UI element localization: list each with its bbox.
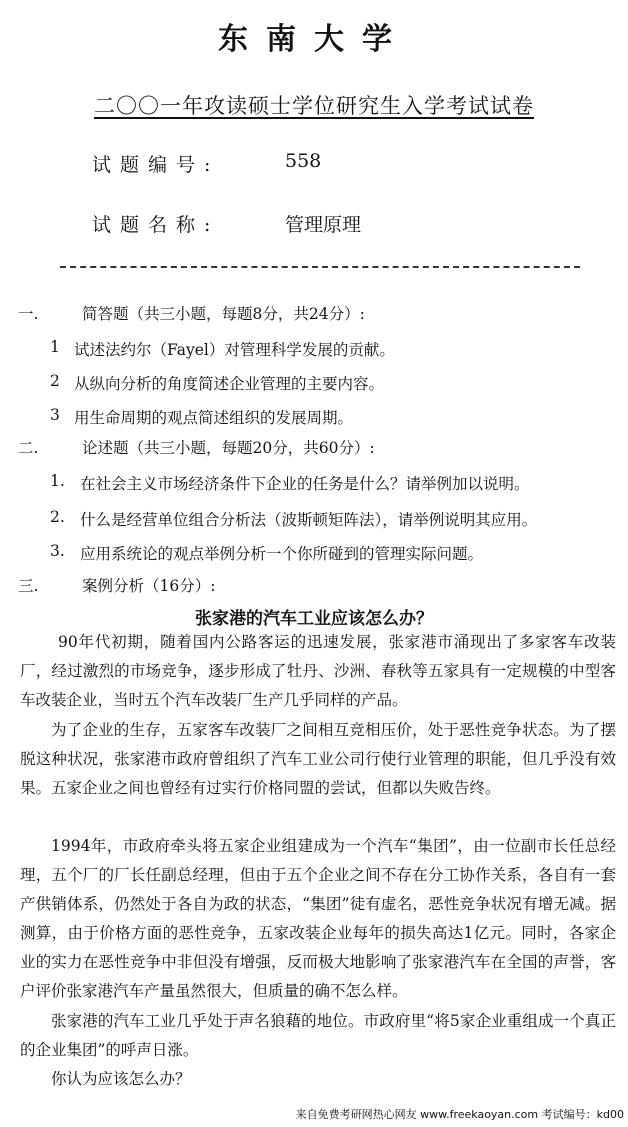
case-title: 张家港的汽车工业应该怎么办？ bbox=[195, 609, 433, 629]
exam-name-label: 试题名称: bbox=[92, 214, 220, 236]
question-number: 2 bbox=[50, 372, 60, 390]
exam-title bbox=[0, 90, 628, 120]
question-number: 3 bbox=[50, 406, 60, 424]
case-paragraph: 90年代初期，随着国内公路客运的迅速发展，张家港市涌现出了多家客车改装厂，经过激烈的市场竞争，逐步形成了牡丹、沙洲、春秋等五家具有一定规模的中型客车改装企业，当时五个汽车改装厂生产几乎同样的产品。 bbox=[20, 633, 616, 709]
exam-name-value: 管理原理 bbox=[285, 214, 362, 236]
section-number: 二. bbox=[18, 439, 39, 457]
section-title: 案例分析（16分）: bbox=[82, 577, 216, 595]
case-paragraph: 张家港的汽车工业几乎处于声名狼藉的地位。市政府里“将5家企业重组成一个真正的企业集团”的呼声日涨。 bbox=[20, 1012, 616, 1059]
section-number: 三. bbox=[18, 577, 39, 595]
footer-source: 来自免费考研网热心网友 www.freekaoyan.com bbox=[295, 1108, 539, 1121]
case-paragraph: 你认为应该怎么办？ bbox=[51, 1070, 191, 1088]
section-title: 简答题（共三小题，每题8分，共24分）: bbox=[82, 305, 365, 323]
question-text: 什么是经营单位组合分析法（波斯顿矩阵法），请举例说明其应用。 bbox=[80, 511, 538, 529]
footer bbox=[296, 1106, 624, 1122]
question-text: 在社会主义市场经济条件下企业的任务是什么？请举例加以说明。 bbox=[80, 475, 530, 493]
question-text: 用生命周期的观点简述组织的发展周期。 bbox=[74, 409, 354, 427]
university-name: 东南大学 bbox=[218, 22, 410, 57]
exam-code-value: 558 bbox=[285, 150, 322, 172]
case-paragraph: 为了企业的生存，五家客车改装厂之间相互竞相压价，处于恶性竞争状态。为了摆脱这种状况，张家港市政府曾组织了汽车工业公司行使行业管理的职能，但几乎没有效果。五家企业之间也曾经有过实行价格同盟的尝试，但都以失败告终。 bbox=[20, 721, 616, 797]
exam-title-text: 二〇〇一年攻读硕士学位研究生入学考试试卷 bbox=[94, 94, 534, 118]
question-text: 试述法约尔（Fayel）对管理科学发展的贡献。 bbox=[74, 341, 395, 359]
question-text: 应用系统论的观点举例分析一个你所碰到的管理实际问题。 bbox=[80, 545, 484, 563]
case-paragraph: 1994年，市政府牵头将五家企业组建成为一个汽车“集团”，由一位副市长任总经理，五个厂的厂长任副总经理，但由于五个企业之间不存在分工协作关系，各自有一套产供销体系，仍然处于各自为政的状态，“集团”徒有虚名，恶性竞争状况有增无减。据测算，由于价格方面的恶性竞争，五家改装企业每年的损失高达1亿元。同时，各家企业的实力在恶性竞争中非但没有增强，反而极大地影响了张家港汽车在全国的声誉，客户评价张家港汽车产量虽然很大，但质量的确不怎么样。 bbox=[20, 837, 616, 1000]
exam-code-label: 试题编号: bbox=[92, 154, 220, 176]
section-number: 一. bbox=[18, 305, 39, 323]
question-number: 2. bbox=[50, 508, 65, 526]
section-title: 论述题（共三小题，每题20分，共60分）: bbox=[82, 439, 375, 457]
footer-page-label: 考试编号：kd00 bbox=[541, 1108, 624, 1121]
question-number: 3. bbox=[50, 542, 65, 560]
separator-line bbox=[60, 266, 580, 268]
question-number: 1. bbox=[50, 472, 65, 490]
question-text: 从纵向分析的角度简述企业管理的主要内容。 bbox=[74, 375, 385, 393]
question-number: 1 bbox=[50, 338, 60, 356]
